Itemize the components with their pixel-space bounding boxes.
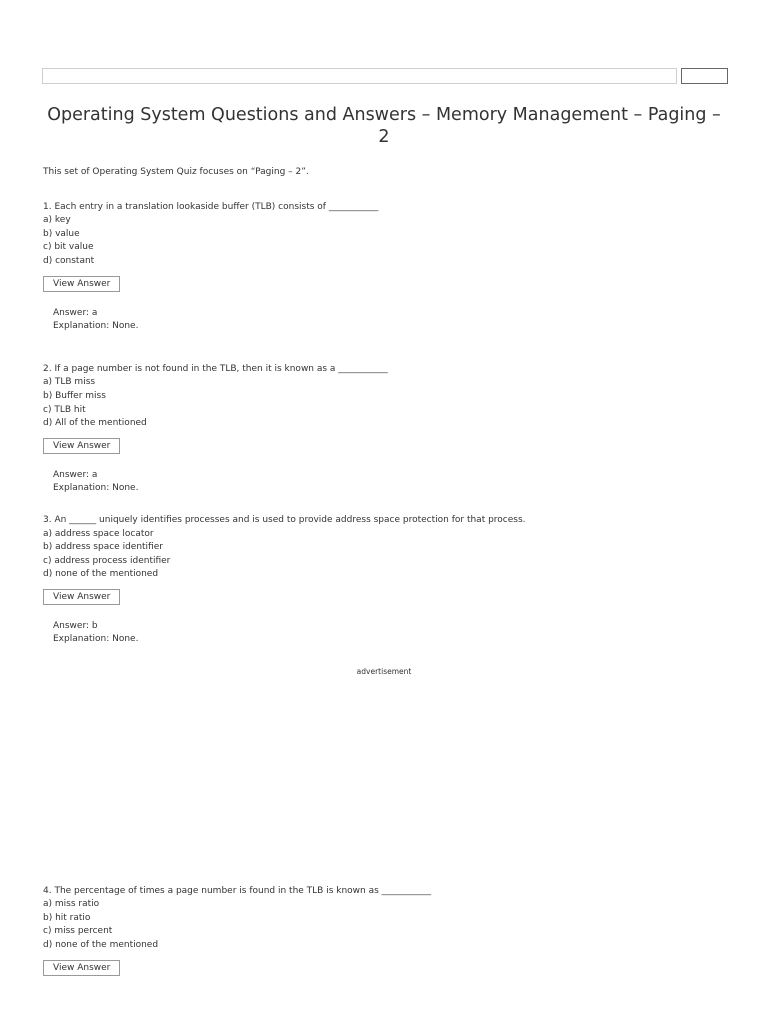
option-d: d) none of the mentioned [43, 940, 159, 951]
explanation-text: Explanation: None. [53, 483, 139, 494]
option-c: c) miss percent [43, 926, 113, 937]
question-1 [43, 201, 733, 334]
answer-box [53, 620, 733, 647]
option-b: b) value [43, 228, 80, 239]
question-text: 3. An ______ uniquely identifies processes and is used to provide address space protection for that process. [43, 514, 526, 525]
page-title: Operating System Questions and Answers – Memory Management – Paging – 2 [47, 105, 721, 147]
answer-text: Answer: a [53, 469, 98, 480]
view-answer-button[interactable]: View Answer [43, 276, 120, 292]
option-c: c) TLB hit [43, 404, 86, 415]
question-3 [43, 514, 733, 647]
option-b: b) hit ratio [43, 912, 91, 923]
search-bar [42, 68, 728, 84]
question-text: 1. Each entry in a translation lookaside buffer (TLB) consists of ___________ [43, 201, 379, 212]
answer-text: Answer: a [53, 307, 98, 318]
option-b: b) Buffer miss [43, 390, 106, 401]
option-a: a) key [43, 215, 71, 226]
explanation-text: Explanation: None. [53, 634, 139, 645]
answer-box [53, 307, 733, 334]
question-4 [43, 885, 733, 976]
answer-box [53, 469, 733, 496]
question-2 [43, 363, 733, 496]
question-text: 4. The percentage of times a page number is found in the TLB is known as ___________ [43, 885, 432, 896]
view-answer-button[interactable]: View Answer [43, 960, 120, 976]
article-content [43, 166, 733, 976]
answer-text: Answer: b [53, 620, 98, 631]
explanation-text: Explanation: None. [53, 321, 139, 332]
view-answer-button[interactable]: View Answer [43, 438, 120, 454]
option-a: a) miss ratio [43, 899, 100, 910]
option-a: a) TLB miss [43, 377, 96, 388]
intro-text: This set of Operating System Quiz focuses on “Paging – 2”. [43, 167, 309, 177]
option-a: a) address space locator [43, 528, 154, 539]
option-d: d) none of the mentioned [43, 569, 159, 580]
search-input[interactable] [42, 68, 677, 84]
option-d: d) All of the mentioned [43, 418, 147, 429]
option-b: b) address space identifier [43, 542, 163, 553]
option-d: d) constant [43, 255, 95, 266]
advertisement-label: advertisement [356, 667, 412, 677]
option-c: c) bit value [43, 242, 94, 253]
question-text: 2. If a page number is not found in the TLB, then it is known as a ___________ [43, 363, 388, 374]
advertisement-space [43, 679, 733, 885]
option-c: c) address process identifier [43, 555, 171, 566]
view-answer-button[interactable]: View Answer [43, 589, 120, 605]
search-button[interactable] [681, 68, 728, 84]
